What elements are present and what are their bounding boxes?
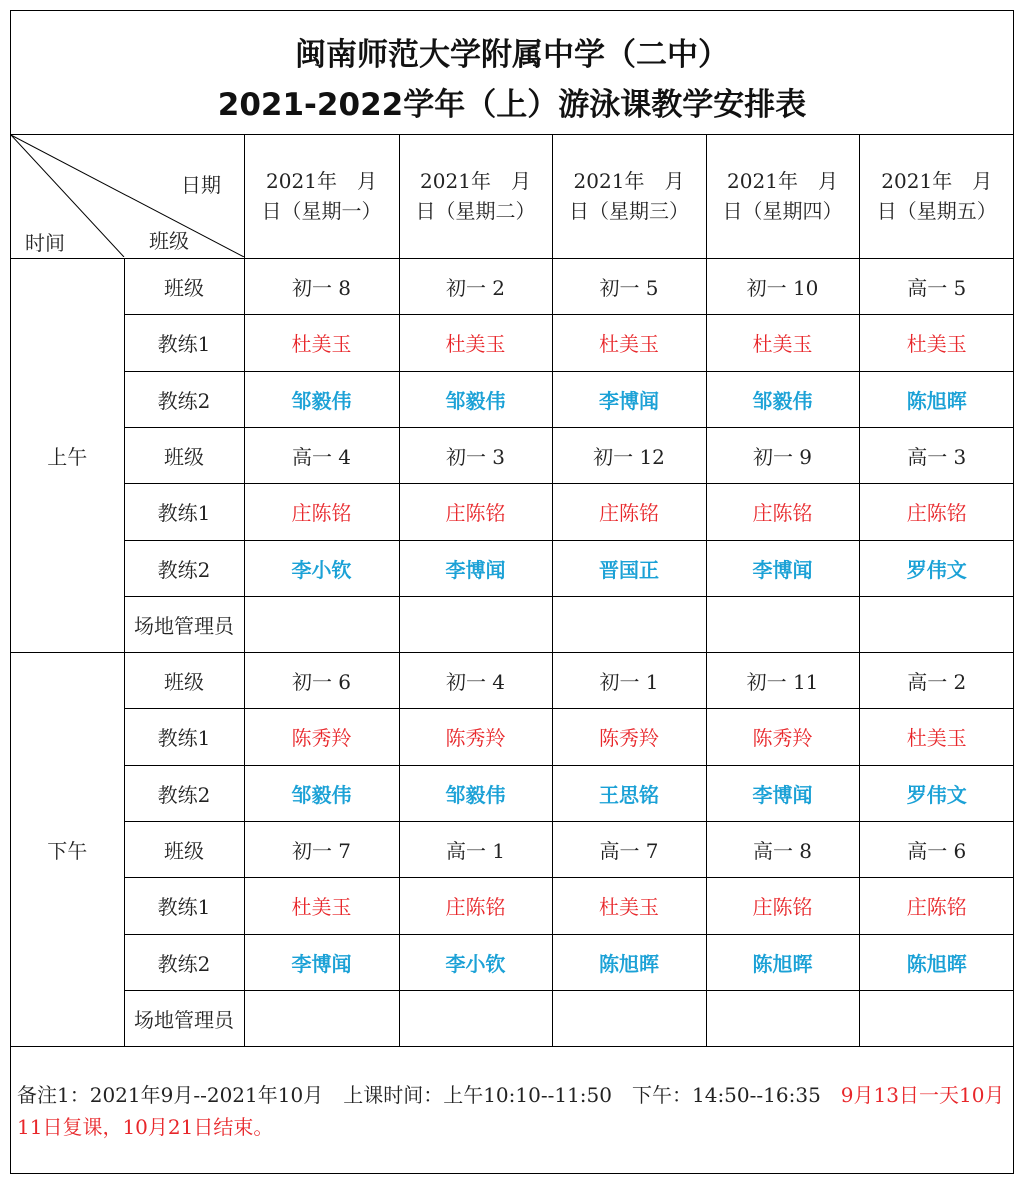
coach1-cell: 庄陈铭: [859, 877, 1014, 934]
coach2-cell: 邹毅伟: [706, 371, 859, 427]
coach2-cell: 罗伟文: [859, 765, 1014, 821]
class-cell: 初一 10: [706, 258, 859, 314]
day-header: 2021年 月 日（星期五）: [859, 135, 1014, 258]
coach1-cell: 庄陈铭: [399, 877, 552, 934]
schedule-title: 2021-2022学年（上）游泳课教学安排表: [217, 87, 807, 123]
coach1-cell: 庄陈铭: [706, 483, 859, 540]
class-cell: 高一 8: [706, 821, 859, 877]
class-cell: 高一 4: [244, 427, 399, 483]
row-label: 教练2: [124, 765, 244, 821]
row-label: 教练1: [124, 483, 244, 540]
school-title: 闽南师范大学附属中学（二中）: [295, 37, 729, 73]
table-row: [11, 877, 1014, 934]
class-cell: [399, 596, 552, 652]
day-header: 2021年 月 日（星期二）: [399, 135, 552, 258]
table-row: [11, 821, 1014, 877]
class-cell: 高一 5: [859, 258, 1014, 314]
remark-highlight: 9月13日一天10月11日复课，10月21日结束。: [17, 1083, 1005, 1139]
coach1-cell: 陈秀羚: [399, 708, 552, 765]
row-label: 教练2: [124, 934, 244, 990]
class-cell: 高一 7: [552, 821, 706, 877]
coach1-cell: 杜美玉: [552, 314, 706, 371]
coach1-cell: 庄陈铭: [244, 483, 399, 540]
coach1-cell: 庄陈铭: [706, 877, 859, 934]
coach1-cell: 杜美玉: [859, 314, 1014, 371]
coach2-cell: 邹毅伟: [244, 765, 399, 821]
corner-date-label: 日期: [181, 173, 221, 198]
coach2-cell: 李小钦: [244, 540, 399, 596]
remark-note: [11, 1046, 1013, 1174]
table-row: [11, 934, 1014, 990]
row-label: 班级: [124, 427, 244, 483]
afternoon-period-label: 下午: [11, 652, 124, 1046]
class-cell: 初一 7: [244, 821, 399, 877]
coach2-cell: 李小钦: [399, 934, 552, 990]
coach2-cell: 李博闻: [552, 371, 706, 427]
day-header: 2021年 月 日（星期四）: [706, 135, 859, 258]
schedule-sheet: [10, 10, 1014, 1174]
class-cell: [706, 990, 859, 1046]
class-cell: 高一 6: [859, 821, 1014, 877]
coach1-cell: 杜美玉: [244, 314, 399, 371]
coach1-cell: 陈秀羚: [706, 708, 859, 765]
coach1-cell: 庄陈铭: [859, 483, 1014, 540]
coach1-cell: 杜美玉: [706, 314, 859, 371]
coach1-cell: 杜美玉: [244, 877, 399, 934]
class-cell: [859, 990, 1014, 1046]
class-cell: [706, 596, 859, 652]
coach1-cell: 杜美玉: [552, 877, 706, 934]
class-cell: [399, 990, 552, 1046]
class-cell: 初一 3: [399, 427, 552, 483]
row-label: 教练2: [124, 540, 244, 596]
coach1-cell: 杜美玉: [859, 708, 1014, 765]
coach1-cell: 陈秀羚: [552, 708, 706, 765]
table-row: [11, 258, 1014, 314]
coach2-cell: 邹毅伟: [399, 765, 552, 821]
coach2-cell: 晋国正: [552, 540, 706, 596]
class-cell: 初一 2: [399, 258, 552, 314]
class-cell: 高一 1: [399, 821, 552, 877]
table-row: [11, 483, 1014, 540]
table-row: [11, 371, 1014, 427]
morning-period-label: 上午: [11, 258, 124, 652]
class-cell: [244, 990, 399, 1046]
row-label: 场地管理员: [124, 990, 244, 1046]
coach2-cell: 陈旭晖: [552, 934, 706, 990]
class-cell: 初一 4: [399, 652, 552, 708]
coach2-cell: 李博闻: [399, 540, 552, 596]
table-row: [11, 314, 1014, 371]
coach2-cell: 王思铭: [552, 765, 706, 821]
class-cell: 初一 12: [552, 427, 706, 483]
class-cell: 初一 8: [244, 258, 399, 314]
row-label: 班级: [124, 652, 244, 708]
class-cell: [552, 596, 706, 652]
class-cell: 初一 11: [706, 652, 859, 708]
corner-class-label: 班级: [149, 229, 189, 254]
table-row: [11, 708, 1014, 765]
row-label: 场地管理员: [124, 596, 244, 652]
table-row: [11, 765, 1014, 821]
coach2-cell: 陈旭晖: [859, 371, 1014, 427]
table-row: [11, 990, 1014, 1046]
row-label: 班级: [124, 258, 244, 314]
coach2-cell: 李博闻: [244, 934, 399, 990]
coach1-cell: 庄陈铭: [399, 483, 552, 540]
class-cell: 初一 5: [552, 258, 706, 314]
row-label: 教练2: [124, 371, 244, 427]
class-cell: 初一 1: [552, 652, 706, 708]
header-row: [11, 135, 1014, 258]
class-cell: [859, 596, 1014, 652]
class-cell: 初一 6: [244, 652, 399, 708]
class-cell: [244, 596, 399, 652]
coach2-cell: 罗伟文: [859, 540, 1014, 596]
class-cell: 高一 2: [859, 652, 1014, 708]
row-label: 教练1: [124, 877, 244, 934]
corner-time-label: 时间: [25, 231, 65, 256]
coach2-cell: 李博闻: [706, 765, 859, 821]
table-row: [11, 540, 1014, 596]
row-label: 班级: [124, 821, 244, 877]
day-header: 2021年 月 日（星期三）: [552, 135, 706, 258]
table-row: [11, 652, 1014, 708]
class-cell: [552, 990, 706, 1046]
coach2-cell: 陈旭晖: [706, 934, 859, 990]
coach2-cell: 李博闻: [706, 540, 859, 596]
class-cell: 初一 9: [706, 427, 859, 483]
schedule-table: [11, 135, 1014, 1047]
remark-main: 备注1：2021年9月--2021年10月 上课时间：上午10:10--11:50 下午：14:50--16:35: [17, 1083, 841, 1107]
coach1-cell: 陈秀羚: [244, 708, 399, 765]
coach2-cell: 邹毅伟: [399, 371, 552, 427]
row-label: 教练1: [124, 314, 244, 371]
day-header: 2021年 月 日（星期一）: [244, 135, 399, 258]
table-row: [11, 427, 1014, 483]
row-label: 教练1: [124, 708, 244, 765]
title-block: [11, 11, 1013, 135]
coach1-cell: 杜美玉: [399, 314, 552, 371]
table-row: [11, 596, 1014, 652]
class-cell: 高一 3: [859, 427, 1014, 483]
coach2-cell: 陈旭晖: [859, 934, 1014, 990]
coach2-cell: 邹毅伟: [244, 371, 399, 427]
corner-cell: [11, 135, 244, 258]
coach1-cell: 庄陈铭: [552, 483, 706, 540]
